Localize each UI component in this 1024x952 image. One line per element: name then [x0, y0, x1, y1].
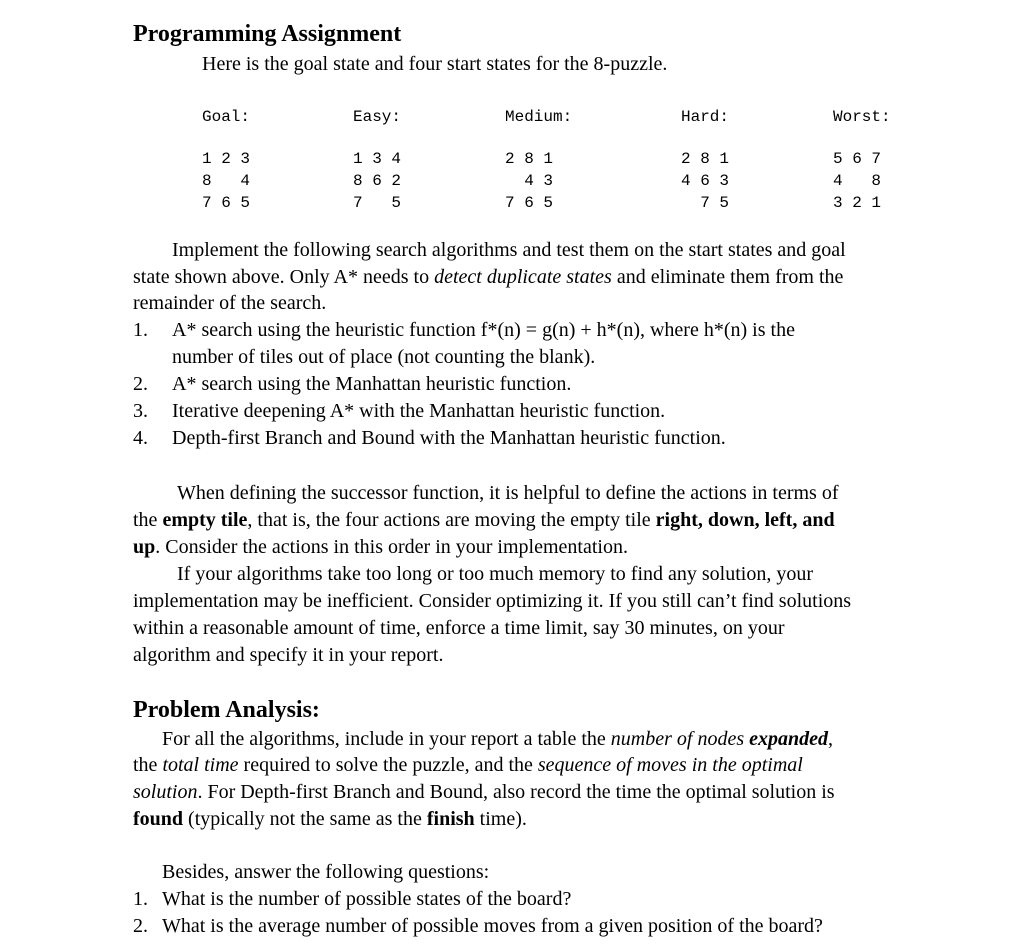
- question-item: What is the number of possible states of the board?: [162, 888, 572, 910]
- paragraph-line: When defining the successor function, it is helpful to define the actions in terms of: [177, 482, 839, 504]
- puzzle-worst-row: 3 2 1: [833, 194, 882, 212]
- questions-intro: Besides, answer the following questions:: [162, 861, 490, 883]
- intro-text: Here is the goal state and four start states for the 8-puzzle.: [202, 53, 668, 75]
- list-number: 2.: [133, 373, 148, 395]
- paragraph-line: the empty tile, that is, the four actions are moving the empty tile right, down, left, and: [133, 509, 835, 531]
- puzzle-goal-row: 7 6 5: [202, 194, 251, 212]
- puzzle-goal-row: 8 4: [202, 172, 251, 190]
- question-item: What is the average number of possible moves from a given position of the board?: [162, 915, 823, 937]
- puzzle-goal-row: 1 2 3: [202, 150, 251, 168]
- puzzle-easy-row: 8 6 2: [353, 172, 402, 190]
- page-title: Programming Assignment: [133, 21, 402, 47]
- paragraph-line: implementation may be inefficient. Consider optimizing it. If you still can’t find solutions: [133, 590, 852, 612]
- paragraph-line: the total time required to solve the puzzle, and the sequence of moves in the optimal: [133, 754, 803, 776]
- paragraph-line: Implement the following search algorithms and test them on the start states and goal: [172, 239, 846, 261]
- puzzle-worst-label: Worst:: [833, 108, 891, 126]
- puzzle-worst-row: 5 6 7: [833, 150, 882, 168]
- list-number: 4.: [133, 427, 148, 449]
- list-number: 2.: [133, 915, 148, 937]
- puzzle-medium-label: Medium:: [505, 108, 573, 126]
- paragraph-line: solution. For Depth-first Branch and Bound, also record the time the optimal solution is: [133, 781, 835, 803]
- list-number: 1.: [133, 319, 148, 341]
- list-item: A* search using the Manhattan heuristic function.: [172, 373, 572, 395]
- puzzle-medium-row: 2 8 1: [505, 150, 554, 168]
- list-item: Depth-first Branch and Bound with the Manhattan heuristic function.: [172, 427, 726, 449]
- paragraph-line: algorithm and specify it in your report.: [133, 644, 444, 666]
- puzzle-easy-row: 7 5: [353, 194, 402, 212]
- puzzle-medium-row: 7 6 5: [505, 194, 554, 212]
- section-heading: Problem Analysis:: [133, 697, 320, 723]
- list-number: 1.: [133, 888, 148, 910]
- puzzle-hard-row: 7 5: [681, 194, 730, 212]
- paragraph-line: For all the algorithms, include in your report a table the number of nodes expanded,: [162, 728, 833, 750]
- list-item: Iterative deepening A* with the Manhattan heuristic function.: [172, 400, 666, 422]
- paragraph-line: up. Consider the actions in this order in your implementation.: [133, 536, 628, 558]
- puzzle-easy-label: Easy:: [353, 108, 402, 126]
- paragraph-line: found (typically not the same as the finish time).: [133, 808, 527, 830]
- paragraph-line: state shown above. Only A* needs to detect duplicate states and eliminate them from the: [133, 266, 844, 288]
- list-number: 3.: [133, 400, 148, 422]
- paragraph-line: If your algorithms take too long or too much memory to find any solution, your: [177, 563, 814, 585]
- paragraph-line: within a reasonable amount of time, enforce a time limit, say 30 minutes, on your: [133, 617, 785, 639]
- puzzle-hard-row: 2 8 1: [681, 150, 730, 168]
- puzzle-easy-row: 1 3 4: [353, 150, 402, 168]
- puzzle-goal-label: Goal:: [202, 108, 251, 126]
- paragraph-line: remainder of the search.: [133, 292, 327, 314]
- list-item-continuation: number of tiles out of place (not counting the blank).: [172, 346, 596, 368]
- puzzle-hard-label: Hard:: [681, 108, 730, 126]
- puzzle-hard-row: 4 6 3: [681, 172, 730, 190]
- list-item: A* search using the heuristic function f*(n) = g(n) + h*(n), where h*(n) is the: [172, 319, 795, 341]
- puzzle-worst-row: 4 8: [833, 172, 882, 190]
- puzzle-medium-row: 4 3: [505, 172, 554, 190]
